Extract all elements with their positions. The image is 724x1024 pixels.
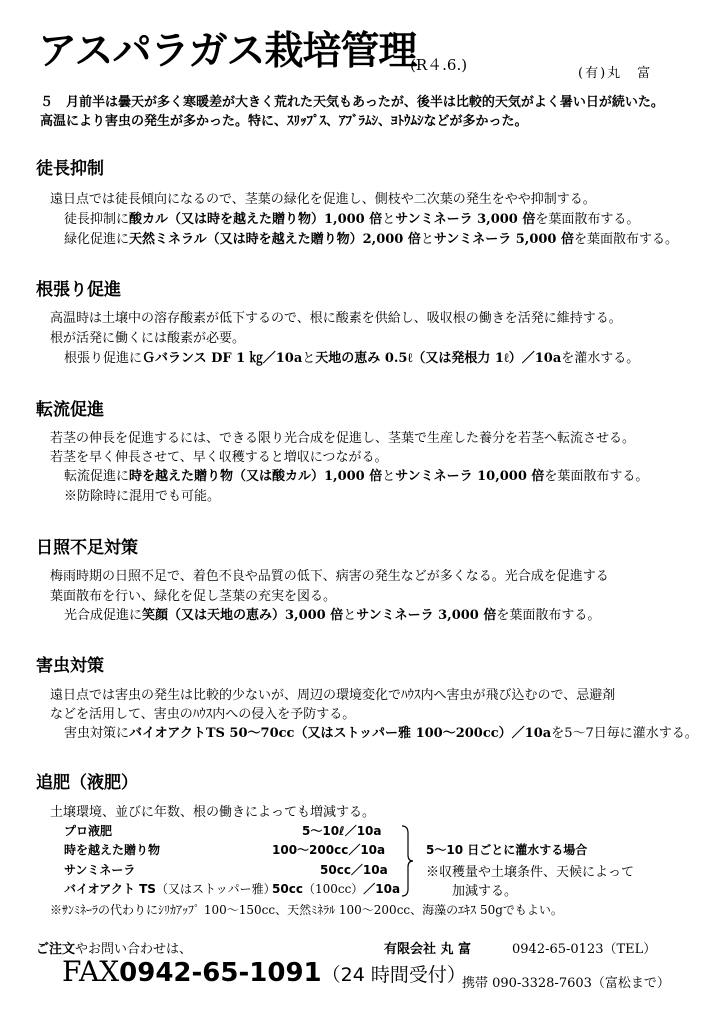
product-name: 時を越えた贈り物（又は酸カル）1,000 倍 — [129, 469, 383, 484]
product-name: 酸カル（又は時を越えた贈り物）1,000 倍 — [129, 212, 383, 227]
section-2-text-3: 根張り促進にＧバランス DF 1 ㎏／10aと天地の恵み 0.5ℓ（又は発根力 1ℓ）／10aを灌水する。 — [64, 351, 640, 366]
fertilizer-amount: 100～200cc／10a — [272, 843, 386, 857]
section-1-text-3: 緑化促進に天然ミネラル（又は時を越えた贈り物）2,000 倍とサンミネーラ 5,000 倍を葉面散布する。 — [64, 232, 679, 247]
section-1-text-1: 遠日点では徒長傾向になるので、茎葉の緑化を促進し、側枝や二次葉の発生をやや抑制する。 — [50, 192, 596, 207]
section-2-text-2: 根が活発に働くには酸素が必要。 — [50, 331, 246, 346]
section-heading-pest-control: 害虫対策 — [36, 656, 104, 676]
application-note: ※収穫量や土壌条件、天候によって — [426, 865, 635, 880]
intro-line-1: ５ 月前半は曇天が多く寒暖差が大きく荒れた天気もあったが、後半は比較的天気がよく暑い日が続いた。 — [40, 95, 664, 110]
section-4-text-3: 光合成促進に笑顔（又は天地の恵み）3,000 倍とサンミネーラ 3,000 倍を葉面散布する。 — [64, 608, 601, 623]
application-note-2: 加減する。 — [452, 884, 518, 899]
product-name: 天地の恵み 0.5ℓ（又は発根力 1ℓ）／10a — [315, 351, 562, 366]
section-heading-sunlight: 日照不足対策 — [36, 538, 138, 558]
order-inquiry-text: ご注文やお問い合わせは、 — [36, 942, 193, 957]
mobile-number: 携帯 090-3328-7603（富松まで） — [462, 976, 670, 991]
section-3-text-2: 若茎を早く伸長させて、早く収穫すると増収につながる。 — [50, 450, 388, 465]
product-name: バイオアクトTS 50～70cc（又はストッパー雅 100～200cc）／10a — [129, 726, 552, 741]
intro-line-2: 高温により害虫の発生が多かった。特に、ｽﾘｯﾌﾟｽ、ｱﾌﾞﾗﾑｼ、ﾖﾄｳﾑｼなどが多かった。 — [40, 114, 528, 129]
section-3-text-1: 若茎の伸長を促進するには、できる限り光合成を促進し、茎葉で生産した養分を若茎へ転流させる。 — [50, 431, 636, 446]
company-name-header: (有)丸 富 — [578, 66, 653, 81]
section-3-text-3: 転流促進に時を越えた贈り物（又は酸カル）1,000 倍とサンミネーラ 10,000 倍を葉面散布する。 — [64, 469, 649, 484]
section-heading-stem-control: 徒長抑制 — [36, 159, 104, 179]
company-name-footer: 有限会社 丸 富 — [384, 942, 472, 957]
section-1-text-2: 徒長抑制に酸カル（又は時を越えた贈り物）1,000 倍とサンミネーラ 3,000 倍を葉面散布する。 — [64, 212, 640, 227]
section-6-note: ※ｻﾝﾐﾈｰﾗの代わりにｼﾘｶｱｯﾌﾟ 100～150cc、天然ﾐﾈﾗﾙ 100～200cc、海藻のｴｷｽ 50gでもよい。 — [50, 903, 563, 917]
section-heading-root-growth: 根張り促進 — [36, 280, 121, 300]
product-name: 天然ミネラル（又は時を越えた贈り物）2,000 倍 — [129, 232, 421, 247]
product-name: 笑顔（又は天地の恵み）3,000 倍 — [142, 608, 344, 623]
application-interval: 5～10 日ごとに灌水する場合 — [426, 843, 588, 857]
page-title: アスパラガス栽培管理 — [38, 29, 417, 74]
product-name: サンミネーラ 5,000 倍 — [433, 232, 574, 247]
curly-brace-icon — [400, 825, 414, 897]
fertilizer-name: プロ液肥 — [64, 824, 113, 838]
fertilizer-name: バイオアクト TS（又はストッパー雅） — [64, 882, 276, 896]
fertilizer-name: サンミネーラ — [64, 863, 136, 877]
section-heading-top-dressing: 追肥（液肥） — [36, 773, 138, 793]
section-4-text-1: 梅雨時期の日照不足で、着色不良や品質の低下、病害の発生などが多くなる。光合成を促進する — [50, 569, 609, 584]
section-4-text-2: 葉面散布を行い、緑化を促し茎葉の充実を図る。 — [50, 589, 337, 604]
section-heading-translocation: 転流促進 — [36, 400, 104, 420]
product-name: サンミネーラ 10,000 倍 — [395, 469, 545, 484]
section-6-text-1: 土壌環境、並びに年数、根の働きによっても増減する。 — [50, 805, 376, 820]
section-5-text-2: などを活用して、害虫のﾊｳｽ内への侵入を予防する。 — [50, 707, 356, 722]
fax-number: 0942-65-1091 — [119, 958, 322, 988]
section-3-note: ※防除時に混用でも可能。 — [64, 489, 221, 504]
section-5-text-1: 遠日点では害虫の発生は比較的少ないが、周辺の環境変化でﾊｳｽ内へ害虫が飛び込むので、忌避剤 — [50, 688, 616, 703]
product-name: サンミネーラ 3,000 倍 — [356, 608, 497, 623]
fertilizer-name: 時を越えた贈り物 — [64, 843, 161, 857]
fertilizer-amount: 50cc（100cc）／10a — [272, 882, 401, 896]
fertilizer-amount: 5～10ℓ／10a — [302, 824, 382, 838]
fertilizer-amount: 50cc／10a — [320, 863, 388, 877]
issue-date: (R４.6.) — [410, 56, 468, 74]
phone-number: 0942-65-0123（TEL） — [512, 942, 657, 957]
product-name: Ｇバランス DF 1 ㎏／10a — [142, 351, 303, 366]
section-2-text-1: 高温時は土壌中の溶存酸素が低下するので、根に酸素を供給し、吸収根の働きを活発に維持する。 — [50, 311, 622, 326]
product-name: サンミネーラ 3,000 倍 — [395, 212, 536, 227]
section-5-text-3: 害虫対策にバイオアクトTS 50～70cc（又はストッパー雅 100～200cc）／10aを5～7日毎に灌水する。 — [64, 726, 698, 741]
fax-line: FAX0942-65-1091（24 時間受付） — [62, 955, 466, 988]
